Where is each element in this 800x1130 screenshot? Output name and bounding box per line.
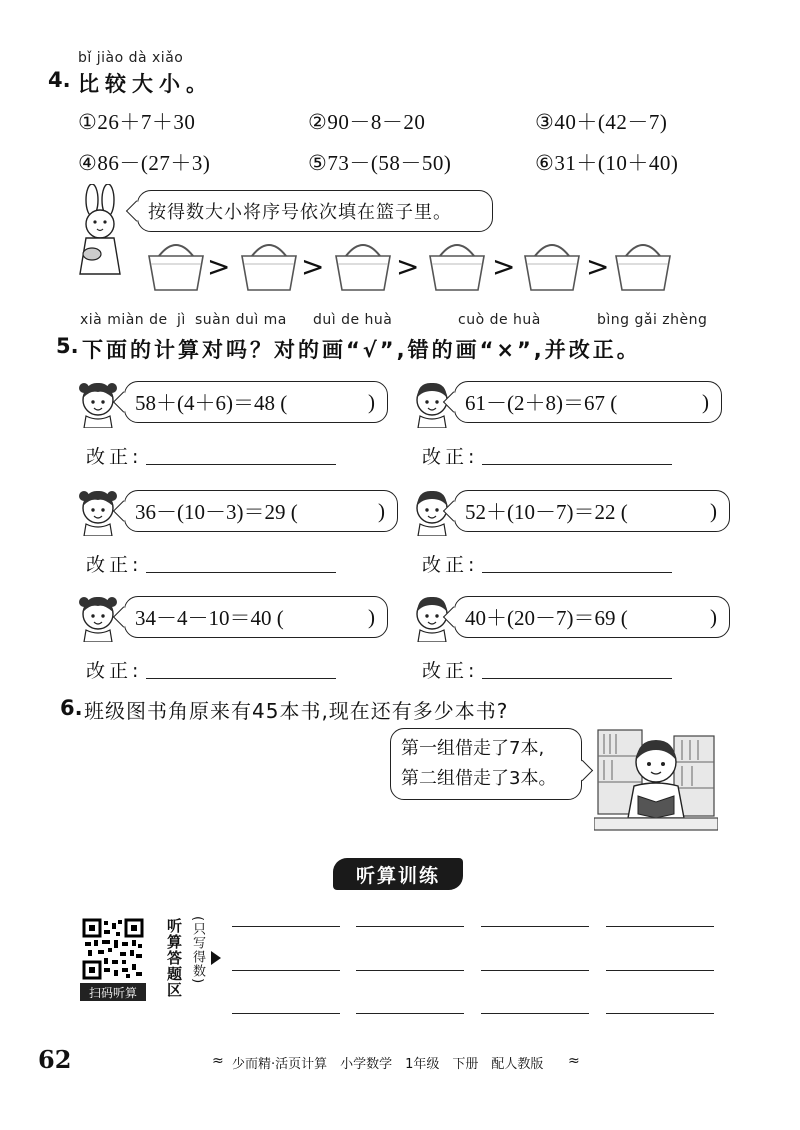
q5-item-6-correction-label: 改正: (422, 660, 479, 682)
q5-item-5-correction-label: 改正: (86, 660, 143, 682)
answer-line[interactable] (356, 1013, 464, 1014)
answer-line[interactable] (606, 970, 714, 971)
q5-item-1-bubble (124, 381, 388, 423)
answer-line[interactable] (356, 926, 464, 927)
q4-expression-2: ②90－8－20 (308, 110, 426, 134)
q4-expression-3: ③40＋(42－7) (535, 110, 668, 134)
boy-reading-illustration (594, 726, 718, 832)
footer-wave-right-icon: ≈ (568, 1053, 581, 1069)
q5-item-3-bubble (124, 490, 398, 532)
answer-line[interactable] (606, 926, 714, 927)
q5-pinyin-5: cuò de huà (458, 312, 541, 328)
q6-bubble-line-1: 第一组借走了7本, (401, 738, 545, 759)
basket-1[interactable] (145, 236, 207, 292)
q5-item-3-expression: 36－(10－3)＝29 ( (135, 500, 298, 524)
answer-line[interactable] (232, 926, 340, 927)
q5-item-1-answer-box[interactable]: ) (368, 389, 375, 414)
answer-line[interactable] (481, 926, 589, 927)
q5-item-6-bubble (454, 596, 730, 638)
q4-instruction-bubble (137, 190, 493, 232)
answer-area-label: 听算答题区 (165, 918, 183, 998)
q4-number: 4. (48, 68, 71, 92)
q6-bubble-line-2: 第二组借走了3本。 (401, 768, 557, 789)
greater-than-1: > (207, 250, 231, 283)
answer-line[interactable] (232, 970, 340, 971)
q6-speech-bubble (390, 728, 582, 800)
qr-label: 扫码听算 (80, 983, 146, 1001)
listening-banner: 听算训练 (333, 858, 463, 890)
answer-line[interactable] (606, 1013, 714, 1014)
q4-expression-6: ⑥31＋(10＋40) (535, 151, 679, 175)
basket-3[interactable] (332, 236, 394, 292)
q4-expression-4: ④86－(27＋3) (78, 151, 211, 175)
greater-than-5: > (586, 250, 610, 283)
q5-item-1-expression: 58＋(4＋6)＝48 ( (135, 391, 288, 415)
q5-pinyin-1: xià miàn de (80, 312, 168, 328)
bubble-tail-right (572, 760, 593, 781)
basket-2[interactable] (238, 236, 300, 292)
greater-than-4: > (492, 250, 516, 283)
q4-expression-5: ⑤73－(58－50) (308, 151, 452, 175)
q5-item-5-correction-line[interactable] (146, 678, 336, 679)
q5-item-6-answer-box[interactable]: ) (710, 604, 717, 629)
q5-item-2-expression: 61－(2＋8)＝67 ( (465, 391, 618, 415)
footer-text: 少而精·活页计算 小学数学 1年级 下册 配人教版 (232, 1057, 544, 1072)
page-number: 62 (38, 1045, 72, 1074)
q5-item-3-answer-box[interactable]: ) (378, 498, 385, 523)
q5-item-5-expression: 34－4－10＝40 ( (135, 606, 284, 630)
arrow-right-icon (210, 950, 222, 966)
greater-than-3: > (396, 250, 420, 283)
basket-6[interactable] (612, 236, 674, 292)
q5-item-4-answer-box[interactable]: ) (710, 498, 717, 523)
q6-title: 班级图书角原来有45本书,现在还有多少本书? (84, 699, 509, 723)
greater-than-2: > (301, 250, 325, 283)
q4-pinyin: bǐ jiào dà xiǎo (78, 50, 184, 66)
answer-line[interactable] (481, 1013, 589, 1014)
q5-item-1-correction-line[interactable] (146, 464, 336, 465)
q5-item-5-answer-box[interactable]: ) (368, 604, 375, 629)
q5-item-2-answer-box[interactable]: ) (702, 389, 709, 414)
q4-expression-1: ①26＋7＋30 (78, 110, 196, 134)
q6-number: 6. (60, 696, 83, 720)
qr-code-icon[interactable] (82, 918, 144, 980)
q5-pinyin-3: suàn duì ma (195, 312, 287, 328)
q5-item-5-bubble (124, 596, 388, 638)
q5-item-1-correction-label: 改正: (86, 446, 143, 468)
answer-area-note: (只写得数) (190, 916, 205, 985)
q5-title: 下面的计算对吗？对的画“√”,错的画“×”,并改正。 (82, 338, 641, 362)
answer-line[interactable] (481, 970, 589, 971)
q4-instruction: 按得数大小将序号依次填在篮子里。 (148, 202, 452, 223)
answer-line[interactable] (232, 1013, 340, 1014)
q5-item-2-correction-line[interactable] (482, 464, 672, 465)
q5-item-3-correction-line[interactable] (146, 572, 336, 573)
q4-title: 比较大小。 (78, 72, 213, 96)
q5-item-6-correction-line[interactable] (482, 678, 672, 679)
q5-pinyin-2: jì (177, 312, 186, 328)
q5-number: 5. (56, 334, 79, 358)
q5-item-4-correction-label: 改正: (422, 554, 479, 576)
q5-item-4-expression: 52＋(10－7)＝22 ( (465, 500, 628, 524)
q5-item-2-correction-label: 改正: (422, 446, 479, 468)
rabbit-illustration (70, 184, 132, 280)
footer-wave-left-icon: ≈ (212, 1053, 225, 1069)
q5-item-3-correction-label: 改正: (86, 554, 143, 576)
q5-item-6-expression: 40＋(20－7)＝69 ( (465, 606, 628, 630)
q5-pinyin-6: bìng gǎi zhèng (597, 312, 708, 328)
answer-line[interactable] (356, 970, 464, 971)
q5-item-2-bubble (454, 381, 722, 423)
basket-4[interactable] (426, 236, 488, 292)
q5-pinyin-4: duì de huà (313, 312, 393, 328)
q5-item-4-bubble (454, 490, 730, 532)
q5-item-4-correction-line[interactable] (482, 572, 672, 573)
basket-5[interactable] (521, 236, 583, 292)
